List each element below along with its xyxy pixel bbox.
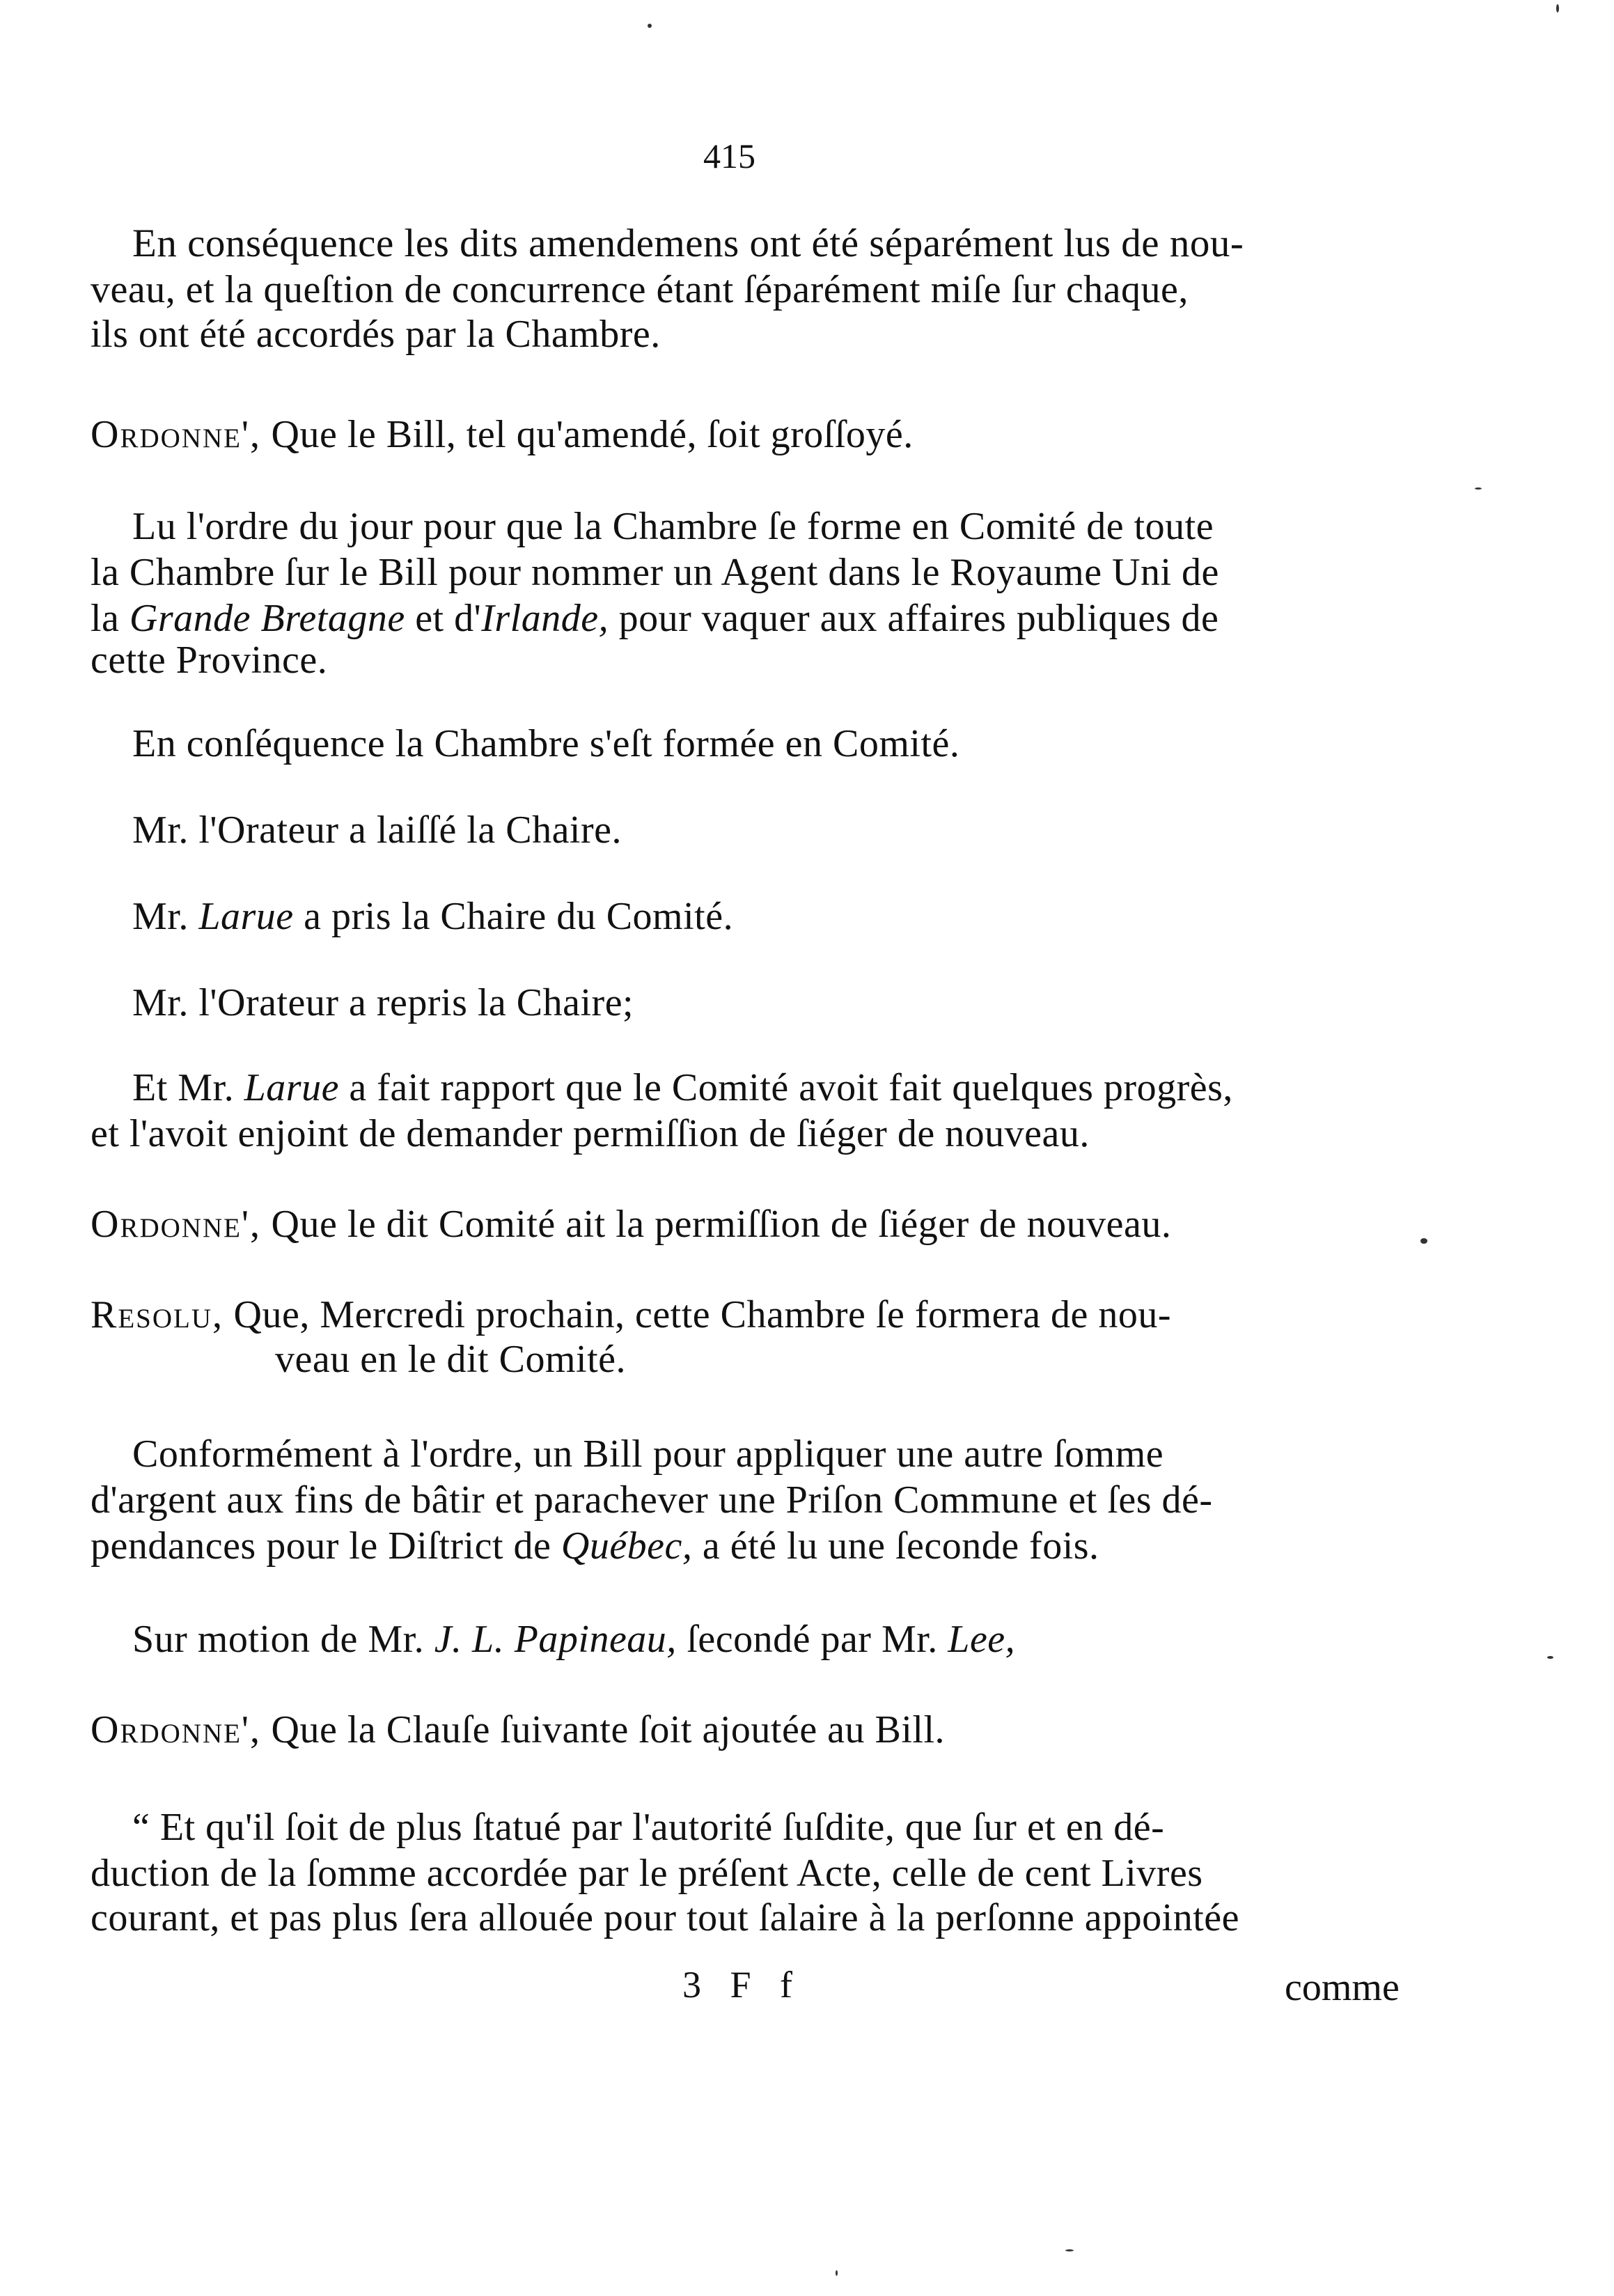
paragraph-7: Mr. l'Orateur a repris la Chaire;: [132, 981, 634, 1024]
clause-line-2: duction de la ſomme accordée par le préſent Acte, celle de cent Livres: [91, 1852, 1203, 1895]
scan-speck: [1556, 4, 1559, 13]
order-paragraph-1: [91, 412, 914, 457]
member-name: Lee,: [948, 1618, 1016, 1661]
ordonne-label: Ordonne',: [91, 413, 262, 456]
scan-speck: [1547, 1656, 1553, 1659]
scan-speck: [1475, 487, 1482, 490]
text-run: la: [91, 597, 130, 640]
text-run: Et Mr.: [132, 1066, 244, 1109]
paragraph-3-line-4: cette Province.: [91, 639, 328, 682]
order-text: Que le dit Comité ait la permiſſion de ſiéger de nouveau.: [261, 1203, 1172, 1246]
scan-speck: [836, 2270, 838, 2276]
paragraph-3-line-2: la Chambre ſur le Bill pour nommer un Agent dans le Royaume Uni de: [91, 551, 1219, 594]
text-run: Mr.: [132, 895, 199, 938]
paragraph-11-line-1: Conformément à l'ordre, un Bill pour appliquer une autre ſomme: [132, 1432, 1164, 1476]
paragraph-3-line-3: [91, 596, 1219, 641]
scan-speck: [648, 24, 652, 28]
clause-line-3: courant, et pas plus ſera allouée pour tout ſalaire à la perſonne appointée: [91, 1896, 1239, 1939]
order-paragraph-3: [91, 1708, 945, 1752]
text-run: a pris la Chaire du Comité.: [293, 895, 734, 938]
text-run: ſecondé par Mr.: [676, 1618, 948, 1661]
motion-line: [132, 1617, 1015, 1662]
scan-speck: [1065, 2249, 1074, 2251]
text-run: a été lu une ſeconde fois.: [692, 1524, 1099, 1568]
place-name: Grande Bretagne: [129, 597, 405, 640]
paragraph-1-line-2: veau, et la queſtion de concurrence étant ſéparément miſe ſur chaque,: [91, 268, 1189, 311]
member-name: J. L. Papineau,: [434, 1618, 677, 1661]
order-paragraph-2: [91, 1202, 1171, 1247]
text-run: et d': [405, 597, 482, 640]
place-name: Irlande,: [481, 597, 609, 640]
resolution-line-1: [91, 1293, 1171, 1337]
clause-line-1: “ Et qu'il ſoit de plus ſtatué par l'autorité ſuſdite, que ſur et en dé-: [132, 1806, 1165, 1849]
scan-speck: [1420, 1238, 1427, 1244]
ordonne-label: Ordonne',: [91, 1203, 262, 1246]
place-name: Québec,: [561, 1524, 693, 1568]
page-number: 415: [703, 136, 755, 175]
text-run: Sur motion de Mr.: [132, 1618, 434, 1661]
paragraph-11-line-2: d'argent aux fins de bâtir et parachever une Priſon Commune et ſes dé-: [91, 1478, 1213, 1522]
paragraph-1-line-3: ils ont été accordés par la Chambre.: [91, 313, 661, 356]
signature-mark: 3 F f: [682, 1964, 803, 2006]
text-run: pour vaquer aux affaires publiques de: [609, 597, 1219, 640]
text-run: pendances pour le Diſtrict de: [91, 1524, 561, 1568]
paragraph-3-line-1: Lu l'ordre du jour pour que la Chambre ſe forme en Comité de toute: [132, 505, 1214, 548]
catchword: comme: [1285, 1966, 1400, 2009]
member-name: Larue: [244, 1066, 339, 1109]
order-text: Que la Clauſe ſuivante ſoit ajoutée au Bill.: [261, 1708, 946, 1751]
text-run: a fait rapport que le Comité avoit fait quelques progrès,: [338, 1066, 1233, 1109]
resolution-text: Que, Mercredi prochain, cette Chambre ſe formera de nou-: [224, 1293, 1172, 1336]
paragraph-5: Mr. l'Orateur a laiſſé la Chaire.: [132, 809, 622, 852]
paragraph-1-line-1: En conséquence les dits amendemens ont été séparément lus de nou-: [132, 221, 1244, 265]
resolution-line-2: veau en le dit Comité.: [275, 1338, 626, 1381]
paragraph-6: [132, 894, 733, 939]
paragraph-8-line-2: et l'avoit enjoint de demander permiſſion de ſiéger de nouveau.: [91, 1112, 1090, 1155]
paragraph-4: En conſéquence la Chambre s'eſt formée en Comité.: [132, 722, 960, 765]
resolu-label: Resolu,: [91, 1293, 224, 1336]
paragraph-11-line-3: [91, 1524, 1099, 1568]
ordonne-label: Ordonne',: [91, 1708, 262, 1751]
paragraph-8-line-1: [132, 1065, 1233, 1110]
order-text: Que le Bill, tel qu'amendé, ſoit groſſoyé.: [261, 413, 914, 456]
member-name: Larue: [198, 895, 294, 938]
